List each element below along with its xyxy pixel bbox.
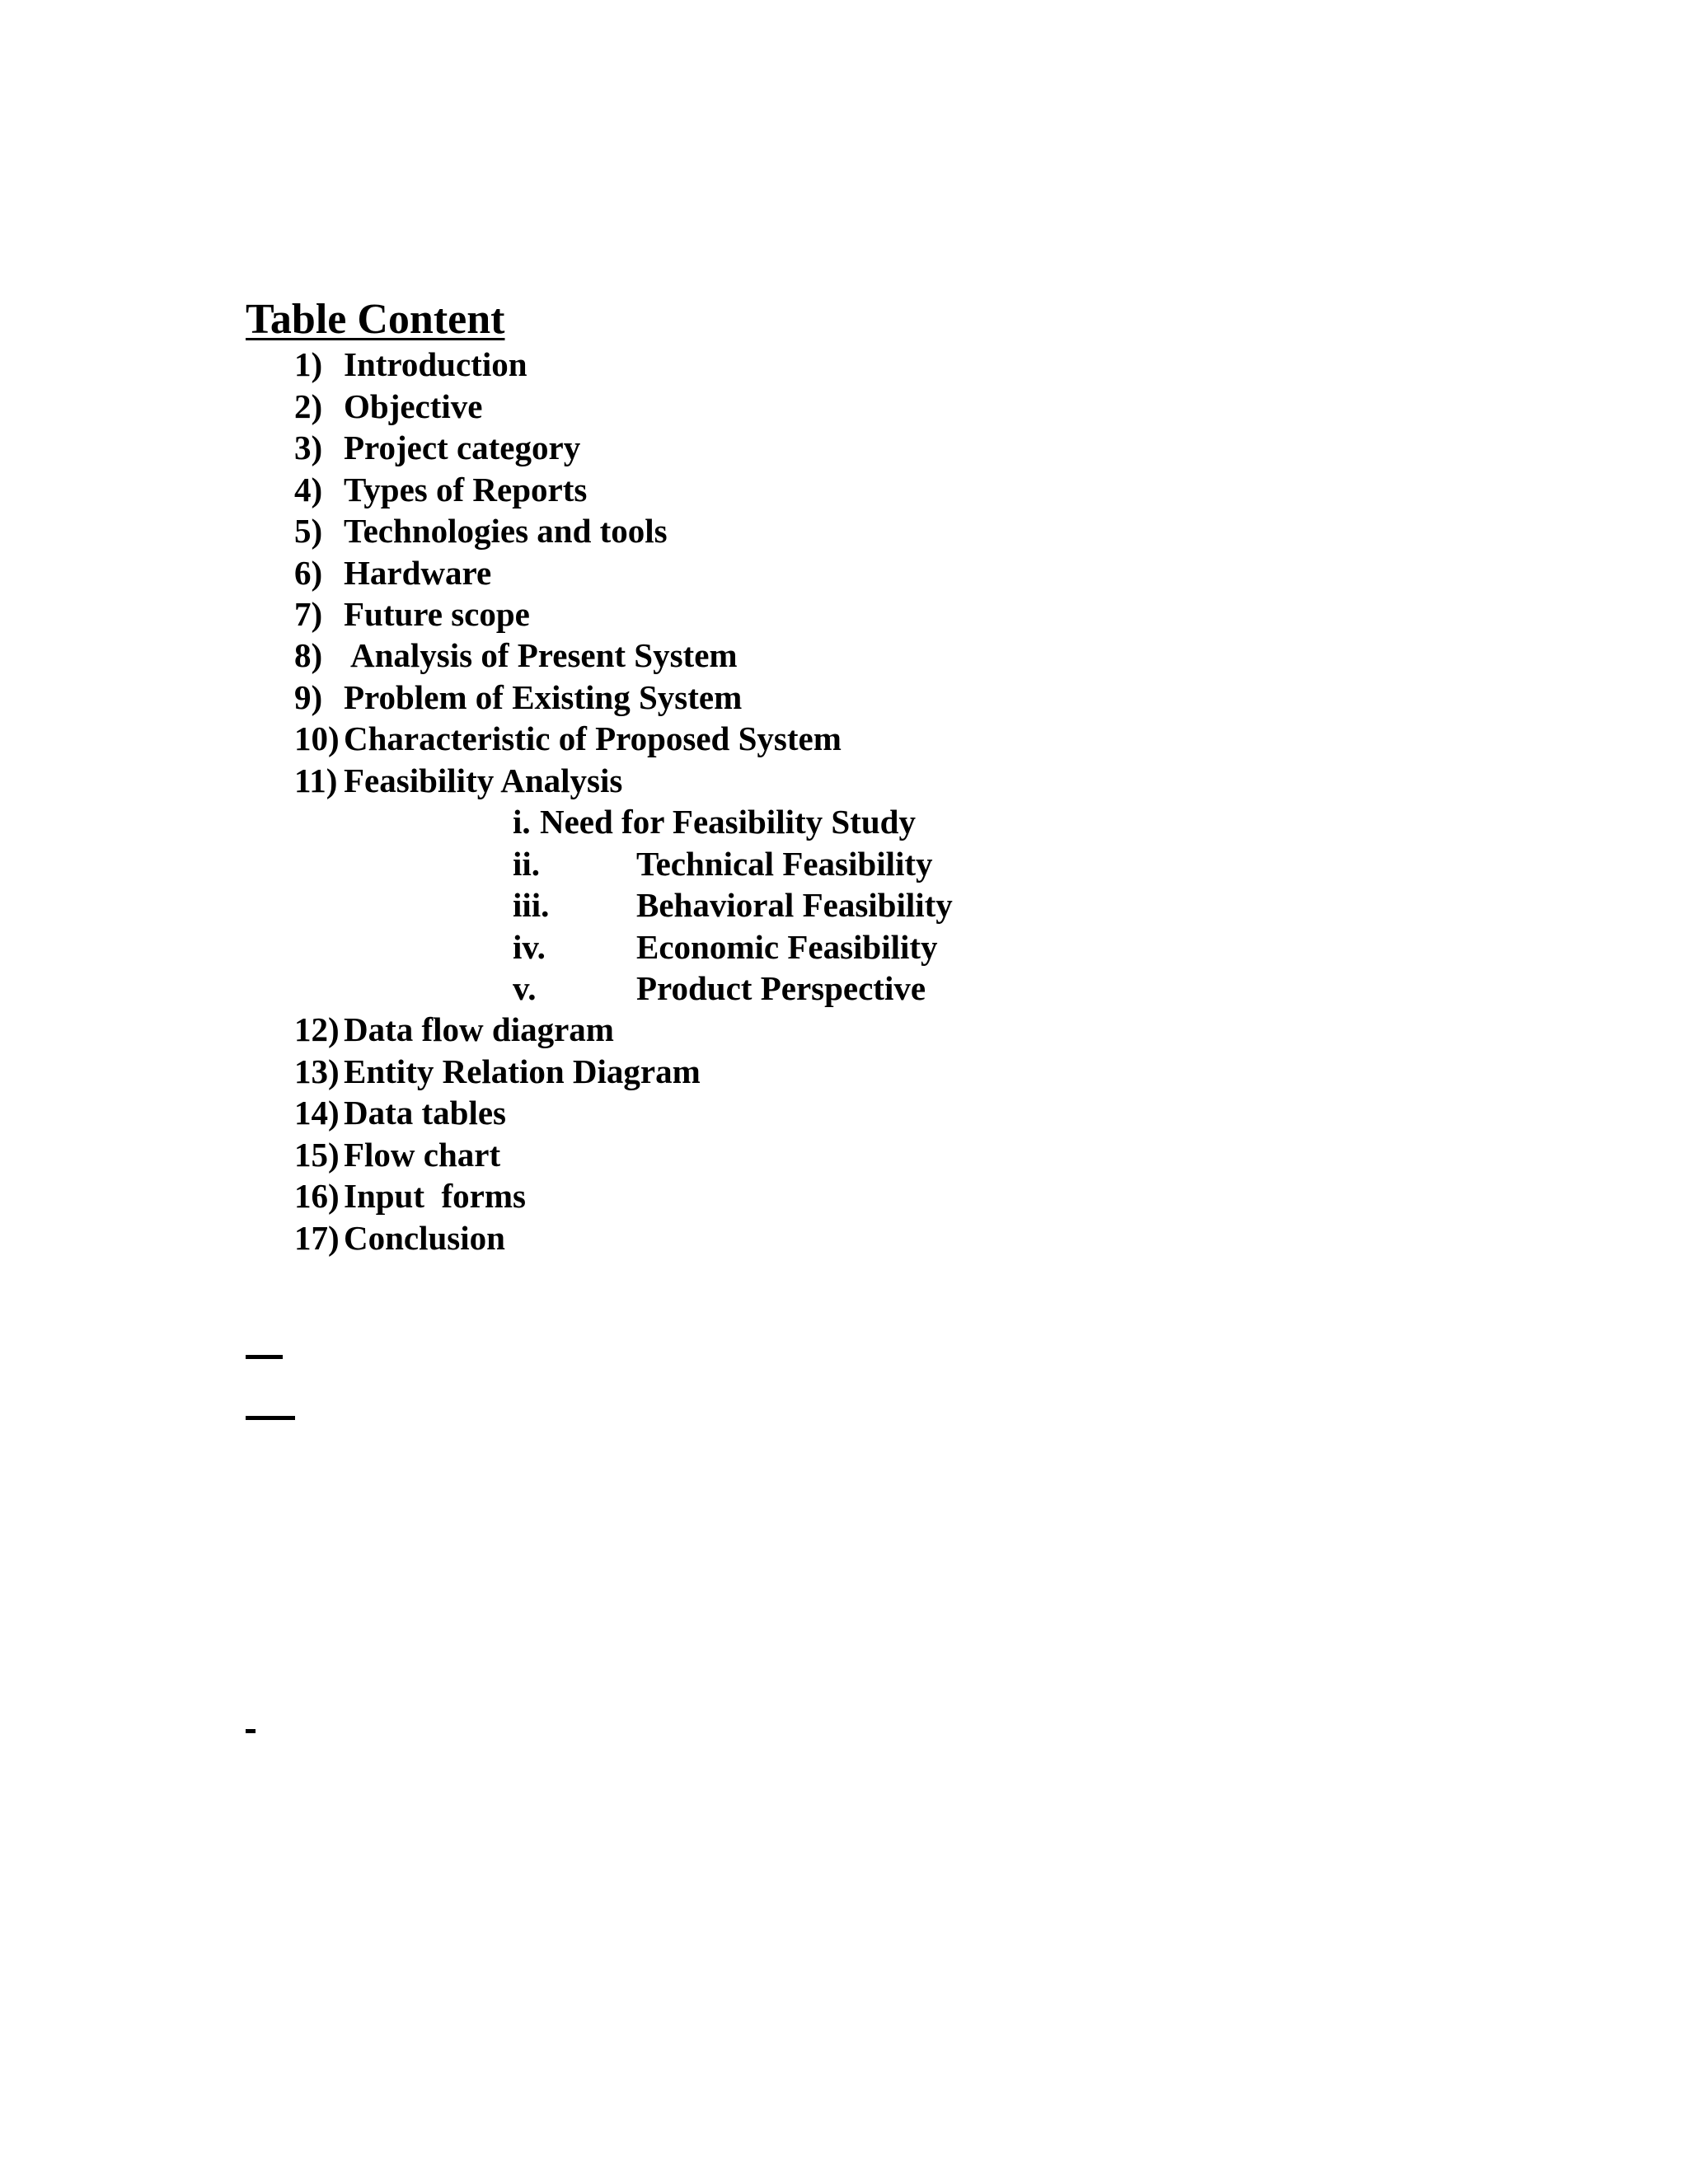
item-number: 9)	[294, 678, 323, 716]
item-number: 2)	[294, 387, 323, 425]
item-number: i.	[513, 803, 531, 841]
item-text: Analysis of Present System	[344, 636, 738, 674]
item-number: 8)	[294, 636, 323, 674]
list-item	[294, 1135, 871, 1174]
list-item	[294, 719, 954, 758]
item-text: Characteristic of Proposed System	[344, 719, 842, 757]
dash-mark	[246, 1729, 256, 1733]
item-text: Technologies and tools	[344, 512, 668, 550]
item-number: 10)	[294, 719, 340, 757]
item-number: 6)	[294, 554, 323, 592]
list-item	[294, 1093, 871, 1132]
list-item	[294, 1176, 871, 1216]
item-number: 14)	[294, 1094, 340, 1132]
item-text: Problem of Existing System	[344, 678, 743, 716]
list-item	[294, 1218, 871, 1258]
item-number: iv.	[513, 928, 546, 966]
item-text: Introduction	[344, 345, 528, 383]
sub-list-item	[513, 885, 1090, 925]
item-number: iii.	[513, 886, 550, 924]
list-item	[294, 594, 871, 634]
list-item	[294, 761, 954, 800]
item-number: 16)	[294, 1177, 340, 1215]
item-text: Types of Reports	[344, 471, 588, 509]
item-text: Hardware	[344, 554, 492, 592]
list-item	[294, 1052, 871, 1091]
item-number: ii.	[513, 845, 541, 883]
item-number: 1)	[294, 345, 323, 383]
item-text: Need for Feasibility Study	[540, 803, 916, 841]
item-number: 11)	[294, 762, 338, 799]
dash-mark	[246, 1355, 283, 1359]
item-text: Technical Feasibility	[636, 845, 933, 883]
item-text: Feasibility Analysis	[344, 762, 623, 799]
item-number: v.	[513, 969, 537, 1007]
sub-list-item	[513, 927, 1090, 967]
item-number: 17)	[294, 1219, 340, 1257]
list-item	[294, 1010, 871, 1049]
list-item	[294, 344, 871, 384]
item-text: Entity Relation Diagram	[344, 1052, 701, 1090]
list-item	[294, 387, 871, 426]
item-number: 4)	[294, 471, 323, 509]
list-item	[294, 428, 871, 467]
item-text: Behavioral Feasibility	[636, 886, 953, 924]
list-item	[294, 511, 871, 551]
item-number: 12)	[294, 1010, 340, 1048]
page-title: Table Content	[246, 296, 505, 343]
sub-list-item	[513, 968, 1090, 1008]
item-text: Flow chart	[344, 1136, 501, 1174]
item-text: Product Perspective	[636, 969, 926, 1007]
item-text: Objective	[344, 387, 483, 425]
item-text: Data flow diagram	[344, 1010, 614, 1048]
dash-mark	[246, 1416, 295, 1420]
item-text: Data tables	[344, 1094, 507, 1132]
item-number: 3)	[294, 429, 323, 466]
item-number: 13)	[294, 1052, 340, 1090]
item-number: 5)	[294, 512, 323, 550]
item-text: Future scope	[344, 595, 530, 633]
item-text: Conclusion	[344, 1219, 505, 1257]
list-item	[294, 553, 871, 593]
sub-list-item	[513, 802, 1090, 841]
item-number: 15)	[294, 1136, 340, 1174]
item-text: Economic Feasibility	[636, 928, 938, 966]
list-item	[294, 677, 954, 717]
list-item	[294, 470, 871, 509]
list-item	[294, 635, 954, 675]
item-number: 7)	[294, 595, 323, 633]
sub-list-item	[513, 844, 1090, 883]
item-text: Input forms	[344, 1177, 526, 1215]
item-text: Project category	[344, 429, 581, 466]
